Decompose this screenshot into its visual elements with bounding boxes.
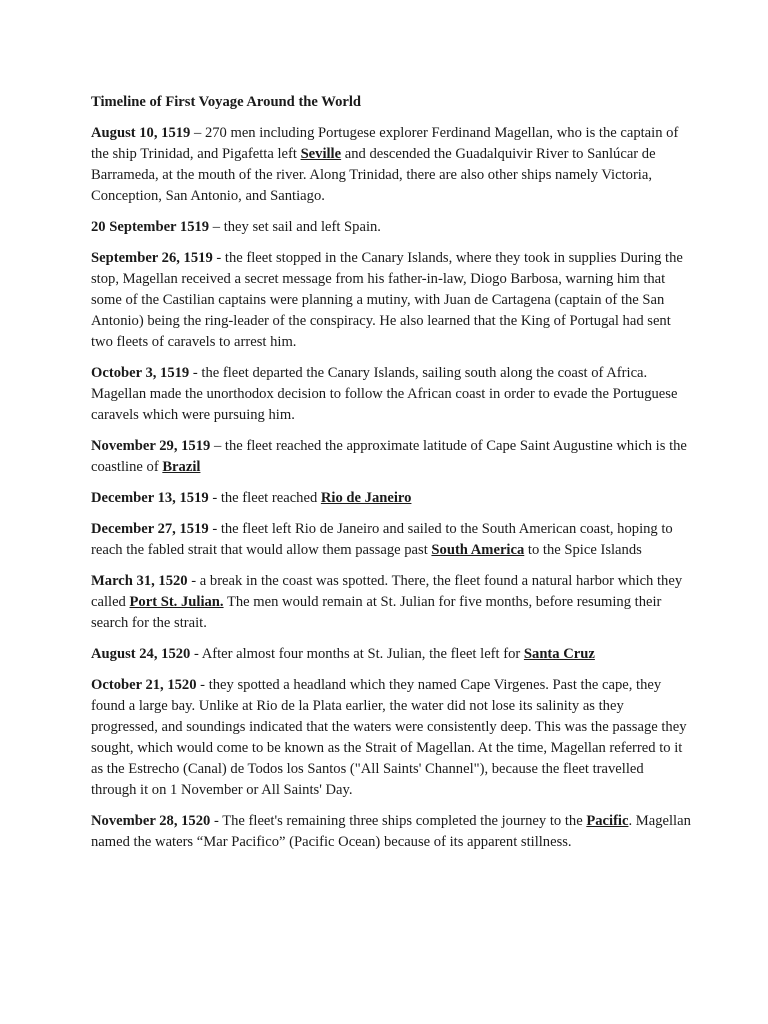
timeline-entry [91,644,691,665]
timeline-entry [91,519,691,561]
entry-date: November 29, 1519 [91,438,211,454]
entry-date: August 10, 1519 [91,125,191,141]
entry-text: - the fleet reached [208,490,321,506]
place-link[interactable]: Rio de Janeiro [320,490,412,506]
entry-text: – they set sail and left Spain. [209,219,381,235]
place-link[interactable]: Pacific [586,813,629,829]
entry-date: December 27, 1519 [91,521,209,537]
timeline-entry [91,217,691,238]
entry-text: - they spotted a headland which they named Cape Virgenes. Past the cape, they found a large bay. Unlike at Rio de la Plata earlier, the water did not lose its salinity as they progressed, and soundings indicated that the waters were consistently deep. This was the passage they sought, which would come to be known as the Strait of Magellan. At the time, Magellan referred to it as the Estrecho (Canal) de Todos los Santos ("All Saints' Channel"), because the fleet travelled through it on 1 November or All Saints' Day. [91,677,687,798]
entry-text: – 270 men including Portugese explorer Ferdinand Magellan, who is the captain of the ship Trinidad, and Pigafetta left [91,125,679,162]
entry-text: - the fleet departed the Canary Islands, sailing south along the coast of Africa. Magellan made the unorthodox decision to follow the African coast in order to evade the Portuguese caravels which were pursuing him. [91,365,678,423]
entry-text: - the fleet stopped in the Canary Islands, where they took in supplies During the stop, Magellan received a secret message from his father-in-law, Diogo Barbosa, warning him that some of the Castilian captains were planning a mutiny, with Juan de Cartagena (captain of the San Antonio) being the ring-leader of the conspiracy. He also learned that the King of Portugal had sent two fleets of caravels to arrest him. [91,250,683,350]
timeline-entry [91,363,691,426]
entry-text: . Magellan named the waters “Mar Pacifico” (Pacific Ocean) because of its apparent stillness. [91,813,691,850]
place-link[interactable]: Seville [300,146,342,162]
timeline-entry [91,675,691,801]
timeline-entry [91,436,691,478]
entry-date: October 3, 1519 [91,365,190,381]
entry-date: August 24, 1520 [91,646,191,662]
entry-text: The men would remain at St. Julian for five months, before resuming their search for the strait. [91,594,662,631]
timeline-entry [91,123,691,207]
entry-text: - a break in the coast was spotted. There, the fleet found a natural harbor which they called [91,573,683,610]
timeline-entry [91,811,691,853]
entry-text: and descended the Guadalquivir River to Sanlúcar de Barrameda, at the mouth of the river. Along Trinidad, there are also other ships namely Victoria, Conception, San Antonio, and Santiago. [91,146,656,204]
entry-date: September 26, 1519 [91,250,213,266]
place-link[interactable]: Port St. Julian. [129,594,224,610]
entry-text: - the fleet left Rio de Janeiro and sailed to the South American coast, hoping to reach the fabled strait that would allow them passage past [91,521,673,558]
entry-date: November 28, 1520 [91,813,211,829]
place-link[interactable]: Brazil [162,459,201,475]
entry-date: December 13, 1519 [91,490,209,506]
entry-text: – the fleet reached the approximate latitude of Cape Saint Augustine which is the coastline of [91,438,687,475]
document-page [91,92,691,863]
document-title: Timeline of First Voyage Around the World [91,94,362,110]
timeline-entry [91,488,691,509]
entry-date: March 31, 1520 [91,573,188,589]
entry-text: - The fleet's remaining three ships completed the journey to the [210,813,587,829]
entry-text: - After almost four months at St. Julian, the fleet left for [190,646,524,662]
place-link[interactable]: South America [431,542,525,558]
entry-text: to the Spice Islands [524,542,642,558]
timeline-entry [91,571,691,634]
entry-date: October 21, 1520 [91,677,197,693]
place-link[interactable]: Santa Cruz [523,646,595,662]
timeline-entries [91,123,691,853]
timeline-entry [91,248,691,353]
entry-date: 20 September 1519 [91,219,210,235]
